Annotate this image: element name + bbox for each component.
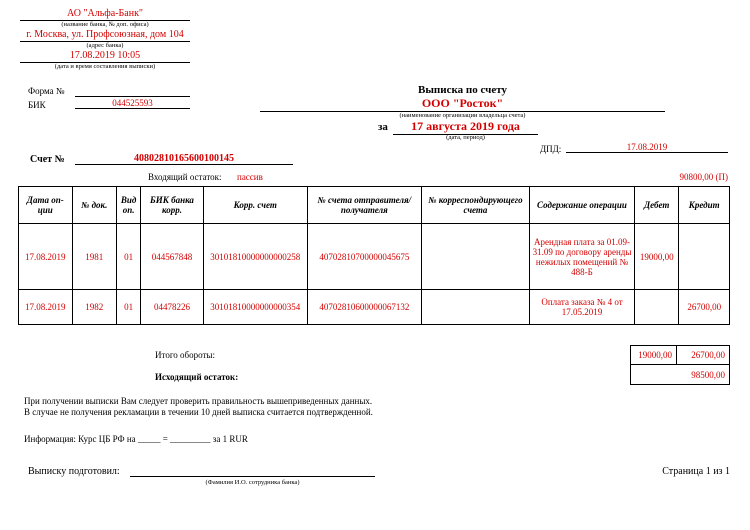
col-header-bik: БИК банка корр. bbox=[141, 187, 204, 224]
transactions-table bbox=[18, 186, 730, 325]
page-number: Страница 1 из 1 bbox=[662, 466, 730, 477]
bank-name-caption: (название банка, № доп. офиса) bbox=[61, 21, 149, 28]
incoming-label: Входящий остаток: bbox=[148, 172, 222, 182]
rate-equals: = bbox=[162, 434, 168, 444]
bank-block bbox=[20, 8, 190, 71]
cell-doc: 1982 bbox=[72, 290, 116, 325]
prepared-label: Выписку подготовил: bbox=[28, 466, 120, 477]
owner-name: ООО "Росток" bbox=[260, 96, 665, 112]
cell-debit bbox=[635, 290, 679, 325]
rate-suffix: за 1 RUR bbox=[212, 434, 248, 444]
turnover-credit: 26700,00 bbox=[676, 345, 730, 365]
period-for-label: за bbox=[378, 121, 388, 133]
cell-description: Арендная плата за 01.09-31.09 по договору аренды нежилых помещений № 488-Б bbox=[529, 224, 634, 290]
bik-value: 044525593 bbox=[75, 98, 190, 109]
cell-op: 01 bbox=[116, 224, 140, 290]
bank-address: г. Москва, ул. Профсоюзная, дом 104 bbox=[20, 29, 190, 42]
rate-prefix: Информация: Курс ЦБ РФ на bbox=[24, 434, 136, 444]
statement-period: 17 августа 2019 года bbox=[393, 119, 538, 135]
col-header-credit: Кредит bbox=[679, 187, 730, 224]
col-header-corr: Корр. счет bbox=[203, 187, 307, 224]
period-caption: (дата, период) bbox=[446, 134, 485, 141]
cell-date: 17.08.2019 bbox=[19, 290, 73, 325]
cell-account: 40702810600000067132 bbox=[307, 290, 421, 325]
rate-blank-value: _________ bbox=[170, 434, 211, 444]
incoming-amount: 90800,00 (П) bbox=[679, 172, 728, 182]
col-header-op: Вид оп. bbox=[116, 187, 140, 224]
cell-credit bbox=[679, 224, 730, 290]
turnover-debit: 19000,00 bbox=[630, 345, 677, 365]
table-row bbox=[19, 224, 730, 290]
owner-caption: (наименование организации владельца счета) bbox=[399, 112, 526, 119]
form-value-line bbox=[75, 96, 190, 97]
col-header-corr-account: № корреспондирующего счета bbox=[421, 187, 529, 224]
cell-doc: 1981 bbox=[72, 224, 116, 290]
form-label: Форма № bbox=[28, 86, 65, 96]
bank-name: АО "Альфа-Банк" bbox=[20, 8, 190, 21]
cell-bik: 04478226 bbox=[141, 290, 204, 325]
note-line-1: При получении выписки Вам следует проверить правильность вышеприведенных данных. bbox=[24, 396, 373, 406]
dpd-value: 17.08.2019 bbox=[566, 142, 728, 153]
prepared-signature-line bbox=[130, 476, 375, 477]
statement-title: Выписка по счету bbox=[418, 84, 507, 96]
cell-account: 40702810700000045675 bbox=[307, 224, 421, 290]
rate-info bbox=[24, 434, 248, 444]
cell-corr: 30101810000000000258 bbox=[203, 224, 307, 290]
bank-address-caption: (адрес банка) bbox=[86, 42, 124, 49]
col-header-account: № счета отправителя/ получателя bbox=[307, 187, 421, 224]
statement-datetime: 17.08.2019 10:05 bbox=[20, 50, 190, 63]
account-number: 40802810165600100145 bbox=[75, 153, 293, 165]
col-header-debit: Дебет bbox=[635, 187, 679, 224]
cell-corr-account bbox=[421, 290, 529, 325]
col-header-description: Содержание операции bbox=[529, 187, 634, 224]
cell-corr: 30101810000000000354 bbox=[203, 290, 307, 325]
turnover-label: Итого обороты: bbox=[155, 350, 215, 360]
note-line-2: В случае не получения рекламации в течении 10 дней выписка считается подтвержденной. bbox=[24, 407, 373, 417]
bik-label: БИК bbox=[28, 100, 46, 110]
cell-date: 17.08.2019 bbox=[19, 224, 73, 290]
table-row bbox=[19, 290, 730, 325]
cell-debit: 19000,00 bbox=[635, 224, 679, 290]
cell-credit: 26700,00 bbox=[679, 290, 730, 325]
col-header-date: Дата оп-ции bbox=[19, 187, 73, 224]
datetime-caption: (дата и время составления выписки) bbox=[54, 63, 156, 70]
incoming-type: пассив bbox=[237, 172, 263, 182]
outgoing-label: Исходящий остаток: bbox=[155, 372, 239, 382]
table-header-row bbox=[19, 187, 730, 224]
outgoing-amount: 98500,00 bbox=[630, 364, 730, 385]
cell-bik: 044567848 bbox=[141, 224, 204, 290]
account-label: Счет № bbox=[30, 154, 65, 165]
prepared-caption: (Фамилия И.О. сотрудника банка) bbox=[205, 479, 300, 486]
col-header-doc: № док. bbox=[72, 187, 116, 224]
cell-description: Оплата заказа № 4 от 17.05.2019 bbox=[529, 290, 634, 325]
cell-op: 01 bbox=[116, 290, 140, 325]
rate-blank-date: _____ bbox=[137, 434, 161, 444]
cell-corr-account bbox=[421, 224, 529, 290]
dpd-label: ДПД: bbox=[540, 144, 562, 154]
